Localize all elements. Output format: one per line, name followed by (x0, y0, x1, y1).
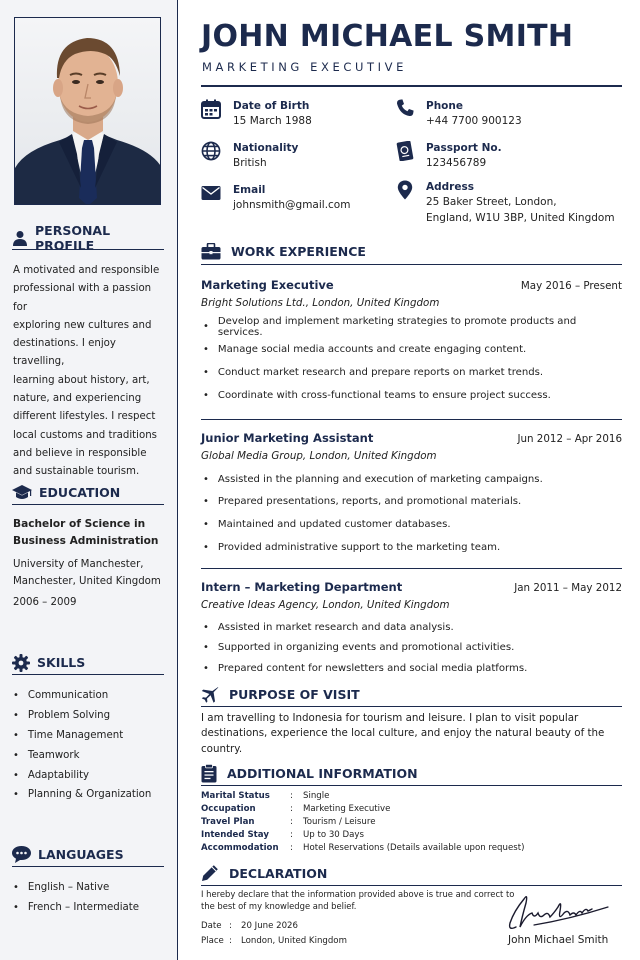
duty-item: • Provided administrative support to the marketing team. (201, 536, 622, 559)
languages-heading (12, 843, 164, 867)
row-value: Marketing Executive (303, 803, 391, 814)
job-divider (201, 419, 622, 420)
calendar-icon (201, 99, 221, 119)
dob-value: 15 March 1988 (233, 115, 312, 127)
education-years: 2006 – 2009 (13, 597, 77, 608)
row-key: Intended Stay (201, 829, 269, 840)
info-dob (201, 99, 312, 129)
row-key: Travel Plan (201, 816, 255, 827)
profile-text (13, 262, 163, 482)
job-title: MARKETING EXECUTIVE (202, 60, 407, 74)
header-divider (201, 85, 622, 87)
skill-item: • Planning & Organization (13, 785, 168, 805)
row-colon: : (290, 803, 293, 814)
graduation-cap-icon (12, 485, 32, 501)
place-label: Place (201, 936, 224, 946)
table-row (201, 815, 524, 828)
degree-line: Business Administration (13, 535, 159, 547)
job-position: Marketing Executive (201, 278, 334, 292)
job-entry (201, 278, 622, 407)
info-address (396, 180, 615, 226)
duty-item: • Manage social media accounts and create engaging content. (201, 338, 622, 361)
profile-line: A motivated and responsible (13, 265, 160, 276)
row-value: Hotel Reservations (Details available upon request) (303, 842, 525, 853)
skill-item: • Time Management (13, 726, 168, 746)
table-row (201, 841, 524, 854)
language-item: • English – Native (13, 878, 168, 898)
skills-heading (12, 651, 164, 675)
job-position: Intern – Marketing Department (201, 580, 403, 594)
row-key: Occupation (201, 803, 256, 814)
job-entry (201, 580, 622, 679)
date-value: 20 June 2026 (241, 921, 298, 931)
briefcase-icon (201, 243, 221, 260)
duty-item: • Supported in organizing events and promotional activities. (201, 638, 622, 659)
job-duties (201, 617, 622, 679)
degree-line: Bachelor of Science in (13, 518, 146, 530)
language-item: • French – Intermediate (13, 898, 168, 918)
phone-label: Phone (426, 100, 463, 112)
nationality-label: Nationality (233, 142, 299, 154)
job-company: Bright Solutions Ltd., London, United Kingdom (201, 297, 440, 309)
skill-item: • Communication (13, 686, 168, 706)
job-company: Global Media Group, London, United Kingdom (201, 450, 437, 462)
additional-title: ADDITIONAL INFORMATION (227, 765, 418, 781)
education-school (13, 556, 163, 590)
place-value: London, United Kingdom (241, 936, 347, 946)
info-email (201, 183, 350, 213)
school-line: Manchester, United Kingdom (13, 576, 161, 587)
declaration-heading (201, 861, 622, 886)
info-nationality (201, 141, 298, 171)
profile-line: learning about history, art, (13, 374, 150, 386)
declaration-title: DECLARATION (229, 865, 328, 881)
education-title: EDUCATION (39, 485, 121, 500)
job-dates: Jun 2012 – Apr 2016 (517, 433, 622, 445)
date-colon: : (229, 921, 232, 931)
profile-photo (14, 17, 161, 205)
skills-title: SKILLS (37, 655, 86, 670)
skill-item: • Adaptability (13, 765, 168, 785)
profile-title: PERSONAL PROFILE (35, 222, 111, 253)
languages-title: LANGUAGES (38, 847, 124, 862)
profile-line: and sustainable tourism. (13, 466, 140, 478)
signature (504, 889, 616, 933)
clipboard-icon (201, 764, 217, 783)
email-label: Email (233, 184, 266, 196)
phone-icon (396, 99, 414, 117)
job-duties (201, 468, 622, 558)
job-entry (201, 431, 622, 558)
person-icon (12, 230, 28, 246)
signer-name: John Michael Smith (508, 934, 609, 946)
profile-line: exploring new cultures and (13, 319, 152, 331)
profile-line: nature, and experiencing (13, 393, 142, 405)
duty-item: • Conduct market research and prepare reports on market trends. (201, 361, 622, 384)
globe-icon (201, 141, 221, 161)
declaration-text: I hereby declare that the information provided above is true and correct to the best of my knowledge and belief. (201, 889, 515, 911)
job-dates: Jan 2011 – May 2012 (514, 582, 622, 594)
nationality-value: British (233, 157, 267, 169)
passport-label: Passport No. (426, 142, 502, 154)
row-value: Tourism / Leisure (303, 816, 376, 827)
location-pin-icon (396, 180, 414, 200)
address-label: Address (426, 181, 474, 193)
pen-icon (201, 864, 219, 882)
passport-icon (396, 141, 414, 161)
envelope-icon (201, 183, 221, 203)
gear-icon (12, 654, 30, 672)
purpose-title: PURPOSE OF VISIT (229, 687, 360, 702)
school-line: University of Manchester, (13, 559, 144, 570)
additional-table (201, 789, 524, 854)
profile-line: different lifestyles. I respect (13, 411, 156, 423)
profile-heading (12, 222, 164, 253)
skill-item: • Teamwork (13, 745, 168, 765)
profile-line: and believe in responsible (13, 447, 147, 459)
declaration-date (201, 921, 298, 931)
table-row (201, 828, 524, 841)
passport-value: 123456789 (426, 157, 487, 169)
address-line: England, W1U 3BP, United Kingdom (426, 212, 615, 224)
job-dates: May 2016 – Present (520, 280, 622, 292)
job-divider (201, 568, 622, 569)
education-degree (13, 516, 163, 550)
additional-heading (201, 761, 622, 786)
full-name: JOHN MICHAEL SMITH (201, 19, 574, 54)
duty-item: • Maintained and updated customer databases. (201, 513, 622, 536)
skills-list (13, 686, 168, 805)
table-row (201, 789, 524, 802)
education-heading (12, 481, 164, 505)
info-phone (396, 99, 522, 129)
declaration-place (201, 936, 347, 946)
row-colon: : (290, 842, 293, 853)
table-row (201, 802, 524, 815)
address-line: 25 Baker Street, London, (426, 196, 557, 208)
purpose-text: I am travelling to Indonesia for tourism and leisure. I plan to visit popular destinations, experience the local culture, and enjoy the natural beauty of the country. (201, 712, 605, 755)
sidebar (0, 0, 178, 960)
purpose-heading (201, 683, 622, 707)
duty-item: • Prepared content for newsletters and social media platforms. (201, 658, 622, 679)
duty-item: • Assisted in market research and data analysis. (201, 617, 622, 638)
job-position: Junior Marketing Assistant (201, 431, 374, 445)
skill-item: • Problem Solving (13, 706, 168, 726)
duty-item: • Prepared presentations, reports, and promotional materials. (201, 491, 622, 514)
email-value: johnsmith@gmail.com (233, 199, 351, 211)
duty-item: • Develop and implement marketing strategies to promote products and services. (201, 315, 622, 338)
profile-line: professional with a passion for (13, 283, 152, 313)
job-company: Creative Ideas Agency, London, United Kingdom (201, 599, 450, 611)
work-heading (201, 239, 622, 265)
profile-line: destinations. I enjoy travelling, (13, 338, 116, 368)
row-colon: : (290, 816, 293, 827)
place-colon: : (229, 936, 232, 946)
row-value: Single (303, 790, 330, 801)
work-title: WORK EXPERIENCE (231, 244, 366, 259)
profile-line: local customs and traditions (13, 429, 157, 441)
dob-label: Date of Birth (233, 100, 310, 112)
duty-item: • Assisted in the planning and execution of marketing campaigns. (201, 468, 622, 491)
row-colon: : (290, 790, 293, 801)
airplane-icon (201, 686, 219, 704)
row-key: Accommodation (201, 842, 279, 853)
row-value: Up to 30 Days (303, 829, 364, 840)
phone-value: +44 7700 900123 (426, 115, 522, 127)
duty-item: • Coordinate with cross-functional teams to ensure project success. (201, 384, 622, 407)
speech-bubble-icon (12, 846, 31, 863)
row-key: Marital Status (201, 790, 270, 801)
info-passport (396, 141, 502, 171)
row-colon: : (290, 829, 293, 840)
languages-list (13, 878, 168, 918)
job-duties (201, 315, 622, 407)
date-label: Date (201, 921, 222, 931)
